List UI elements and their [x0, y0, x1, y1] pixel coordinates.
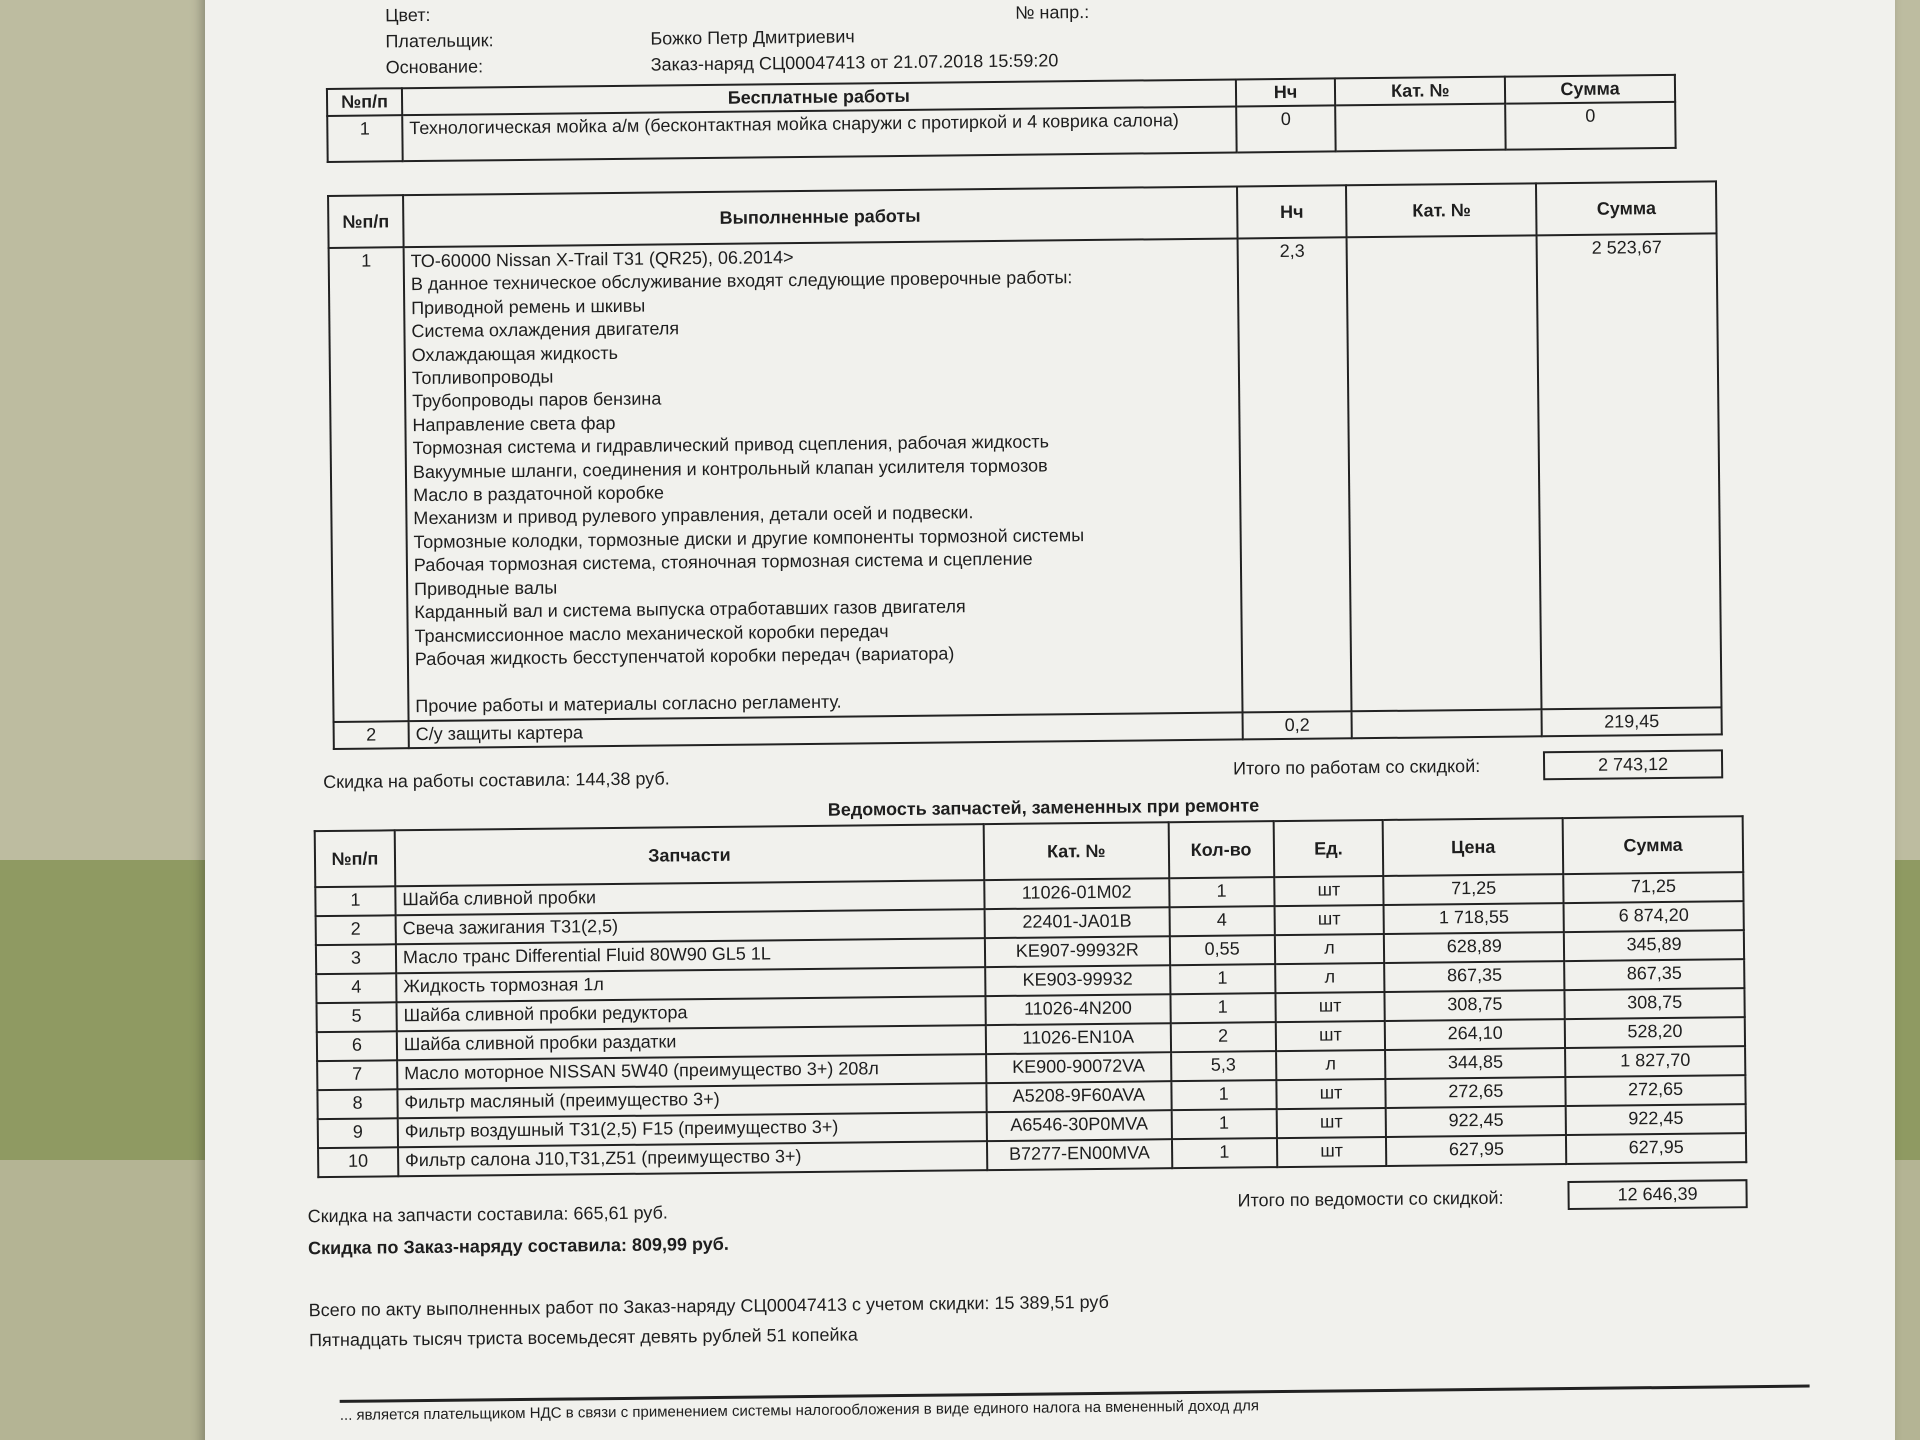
- row-number: 1: [315, 886, 395, 916]
- desc-line: Приводной ремень и шкивы: [411, 295, 646, 318]
- row-unit: л: [1275, 963, 1385, 993]
- row-unit: шт: [1276, 1079, 1386, 1109]
- row-sum: 71,25: [1563, 872, 1743, 903]
- row-quantity: 1: [1172, 1138, 1277, 1168]
- row-unit: шт: [1274, 876, 1384, 906]
- row-catalog: KE900-90072VA: [986, 1052, 1171, 1083]
- row-name: Технологическая мойка а/м (бесконтактная мойка снаружи с протиркой и 4 коврика салона): [402, 106, 1236, 161]
- row-number: 1: [327, 115, 402, 162]
- row-price: 264,10: [1385, 1019, 1565, 1050]
- color-label: Цвет:: [385, 4, 431, 26]
- col-unit: Ед.: [1273, 820, 1383, 877]
- col-price: Цена: [1383, 818, 1563, 876]
- row-quantity: 5,3: [1171, 1051, 1276, 1081]
- row-name: С/у защиты картера: [408, 713, 1242, 749]
- row-quantity: 1: [1170, 964, 1275, 994]
- row-name: Свеча зажигания T31(2,5): [396, 909, 985, 944]
- row-price: 867,35: [1385, 961, 1565, 992]
- row-price: 308,75: [1385, 990, 1565, 1021]
- col-sum: Сумма: [1563, 816, 1743, 874]
- desc-line: Приводные валы: [414, 577, 558, 599]
- row-sum: 219,45: [1542, 708, 1722, 737]
- row-price: 344,85: [1385, 1048, 1565, 1079]
- col-parts: Запчасти: [395, 824, 985, 886]
- row-sum: 2 523,67: [1537, 233, 1722, 709]
- desc-line: Масло в раздаточной коробке: [413, 482, 665, 506]
- row-number: 4: [316, 973, 396, 1003]
- row-sum: 0: [1505, 102, 1675, 150]
- parts-discount-text: Скидка на запчасти составила: 665,61 руб.: [307, 1202, 668, 1227]
- order-number-label: № напр.:: [1015, 1, 1090, 23]
- row-quantity: 0,55: [1170, 935, 1275, 965]
- desc-line: Трубопроводы паров бензина: [412, 388, 662, 412]
- row-number: 8: [317, 1089, 397, 1119]
- row-hours: 2,3: [1237, 237, 1352, 712]
- row-unit: шт: [1276, 1108, 1386, 1138]
- row-price: 71,25: [1384, 874, 1564, 905]
- row-catalog: B7277-EN00MVA: [987, 1139, 1172, 1170]
- basis-label: Основание:: [385, 56, 484, 78]
- col-works: Выполненные работы: [403, 186, 1237, 247]
- row-unit: шт: [1277, 1137, 1387, 1167]
- desc-line: Прочие работы и материалы согласно регламенту.: [415, 691, 842, 716]
- row-sum: 345,89: [1564, 930, 1744, 961]
- row-price: 922,45: [1386, 1106, 1566, 1137]
- row-quantity: 1: [1170, 993, 1275, 1023]
- parts-total-label: Итого по ведомости со скидкой:: [1237, 1187, 1504, 1211]
- row-catalog: KE903-99932: [985, 965, 1170, 996]
- desc-line: Карданный вал и система выпуска отработавших газов двигателя: [414, 596, 966, 623]
- desc-line: Рабочая тормозная система, стояночная тормозная система и сцепление: [413, 548, 1033, 576]
- document-sheet: [205, 0, 1895, 1440]
- row-price: 272,65: [1386, 1077, 1566, 1108]
- completed-works-table: [327, 180, 1723, 750]
- basis-row: [386, 50, 1059, 78]
- col-catalog: Кат. №: [984, 822, 1169, 880]
- row-sum: 922,45: [1566, 1104, 1746, 1135]
- row-catalog: [1352, 709, 1542, 738]
- desc-line: Топливопроводы: [411, 366, 554, 389]
- row-catalog: 22401-JA01B: [984, 907, 1169, 938]
- row-sum: 272,65: [1566, 1075, 1746, 1106]
- row-catalog: 11026-EN10A: [986, 1023, 1171, 1054]
- col-number: №п/п: [327, 88, 402, 116]
- desc-line: Тормозная система и гидравлический привод сцепления, рабочая жидкость: [412, 431, 1050, 459]
- desc-line: Тормозные колодки, тормозные диски и другие компоненты тормозной системы: [413, 524, 1085, 552]
- desc-line: Охлаждающая жидкость: [411, 342, 619, 365]
- row-catalog: KE907-99932R: [985, 936, 1170, 967]
- table-row: [329, 233, 1722, 722]
- row-name: Масло транс Differential Fluid 80W90 GL5 1L: [396, 938, 985, 973]
- col-hours: Нч: [1237, 185, 1347, 238]
- row-unit: шт: [1275, 1021, 1385, 1051]
- row-quantity: 1: [1171, 1080, 1276, 1110]
- row-number: 10: [318, 1147, 398, 1177]
- payer-label: Плательщик:: [385, 30, 494, 52]
- desc-line: Механизм и привод рулевого управления, детали осей и подвески.: [413, 502, 974, 529]
- row-quantity: 1: [1169, 877, 1274, 907]
- grand-total-text: Всего по акту выполненных работ по Заказ-наряду СЦ00047413 с учетом скидки: 15 389,51 руб: [308, 1291, 1109, 1321]
- row-catalog: 11026-4N200: [985, 994, 1170, 1025]
- row-number: 2: [334, 721, 409, 749]
- document-content: [307, 0, 1810, 1440]
- row-sum: 528,20: [1565, 1017, 1745, 1048]
- row-sum: 308,75: [1565, 988, 1745, 1019]
- row-number: 3: [316, 944, 396, 974]
- desc-line: Направление света фар: [412, 412, 616, 435]
- col-quantity: Кол-во: [1168, 821, 1273, 878]
- col-free-works: Бесплатные работы: [402, 79, 1236, 115]
- row-catalog: 11026-01M02: [984, 878, 1169, 909]
- row-number: 7: [317, 1060, 397, 1090]
- basis-value: Заказ-наряд СЦ00047413 от 21.07.2018 15:59:20: [650, 50, 1059, 75]
- row-hours: 0,2: [1242, 711, 1352, 739]
- row-sum: 627,95: [1566, 1133, 1746, 1164]
- row-unit: л: [1276, 1050, 1386, 1080]
- row-name: Жидкость тормозная 1л: [396, 967, 985, 1002]
- works-total-label: Итого по работам со скидкой:: [1232, 755, 1481, 779]
- desc-line: Система охлаждения двигателя: [411, 318, 680, 342]
- desc-line: ТО-60000 Nissan X-Trail T31 (QR25), 06.2014>: [410, 247, 794, 272]
- row-hours: 0: [1236, 105, 1336, 152]
- col-hours: Нч: [1235, 78, 1335, 106]
- row-catalog: [1347, 235, 1542, 711]
- desc-line: Вакуумные шланги, соединения и контрольный клапан усилителя тормозов: [412, 455, 1048, 482]
- row-name: Фильтр салона J10,T31,Z51 (преимущество 3+): [398, 1141, 987, 1176]
- row-number: 6: [317, 1031, 397, 1061]
- parts-title: Ведомость запчастей, замененных при ремонте: [827, 795, 1260, 820]
- row-name: Шайба сливной пробки: [395, 880, 984, 915]
- footer-note: ... является плательщиком НДС в связи с применением системы налогообложения в виде единого налога на вмененный доход для: [340, 1385, 1810, 1424]
- desc-line: Рабочая жидкость бесступенчатой коробки передач (вариатора): [414, 643, 955, 670]
- row-price: 627,95: [1386, 1135, 1566, 1166]
- row-price: 1 718,55: [1384, 903, 1564, 934]
- row-number: 2: [316, 915, 396, 945]
- row-number: 5: [317, 1002, 397, 1032]
- works-total-value: 2 743,12: [1543, 749, 1723, 780]
- row-unit: шт: [1274, 905, 1384, 935]
- col-number: №п/п: [328, 195, 403, 248]
- payer-row: [385, 26, 854, 52]
- row-unit: л: [1274, 934, 1384, 964]
- desc-line: В данное техническое обслуживание входят следующие проверочные работы:: [410, 267, 1073, 295]
- parts-total-value: 12 646,39: [1567, 1179, 1747, 1210]
- order-discount-text: Скидка по Заказ-наряду составила: 809,99 руб.: [307, 1233, 729, 1259]
- works-discount-text: Скидка на работы составила: 144,38 руб.: [323, 768, 670, 793]
- maintenance-description: [404, 238, 1243, 721]
- color-row: [385, 3, 650, 27]
- row-name: Фильтр воздушный T31(2,5) F15 (преимущество 3+): [398, 1112, 987, 1147]
- row-quantity: 2: [1170, 1022, 1275, 1052]
- col-catalog: Кат. №: [1335, 77, 1505, 106]
- col-sum: Сумма: [1505, 75, 1675, 104]
- row-quantity: 1: [1171, 1109, 1276, 1139]
- row-name: Шайба сливной пробки редуктора: [396, 996, 985, 1031]
- row-sum: 1 827,70: [1565, 1046, 1745, 1077]
- order-number-row: [1015, 2, 1089, 24]
- payer-value: Божко Петр Дмитриевич: [650, 26, 855, 49]
- row-name: Масло моторное NISSAN 5W40 (преимущество 3+) 208л: [397, 1054, 986, 1089]
- row-unit: шт: [1275, 992, 1385, 1022]
- row-price: 628,89: [1384, 932, 1564, 963]
- row-name: Фильтр масляный (преимущество 3+): [397, 1083, 986, 1118]
- row-sum: 6 874,20: [1564, 901, 1744, 932]
- col-sum: Сумма: [1536, 181, 1716, 235]
- row-catalog: A5208-9F60AVA: [986, 1081, 1171, 1112]
- col-catalog: Кат. №: [1346, 183, 1536, 237]
- desc-line: Трансмиссионное масло механической коробки передач: [414, 620, 889, 646]
- row-quantity: 4: [1169, 906, 1274, 936]
- parts-table: [314, 815, 1748, 1178]
- col-number: №п/п: [315, 830, 396, 887]
- row-number: 9: [318, 1118, 398, 1148]
- free-works-table: [326, 74, 1677, 163]
- total-in-words: Пятнадцать тысяч триста восемьдесят девять рублей 51 копейка: [308, 1324, 858, 1351]
- row-name: Шайба сливной пробки раздатки: [397, 1025, 986, 1060]
- row-sum: 867,35: [1564, 959, 1744, 990]
- row-number: 1: [329, 247, 409, 722]
- row-catalog: A6546-30P0MVA: [987, 1110, 1172, 1141]
- row-catalog: [1336, 104, 1506, 152]
